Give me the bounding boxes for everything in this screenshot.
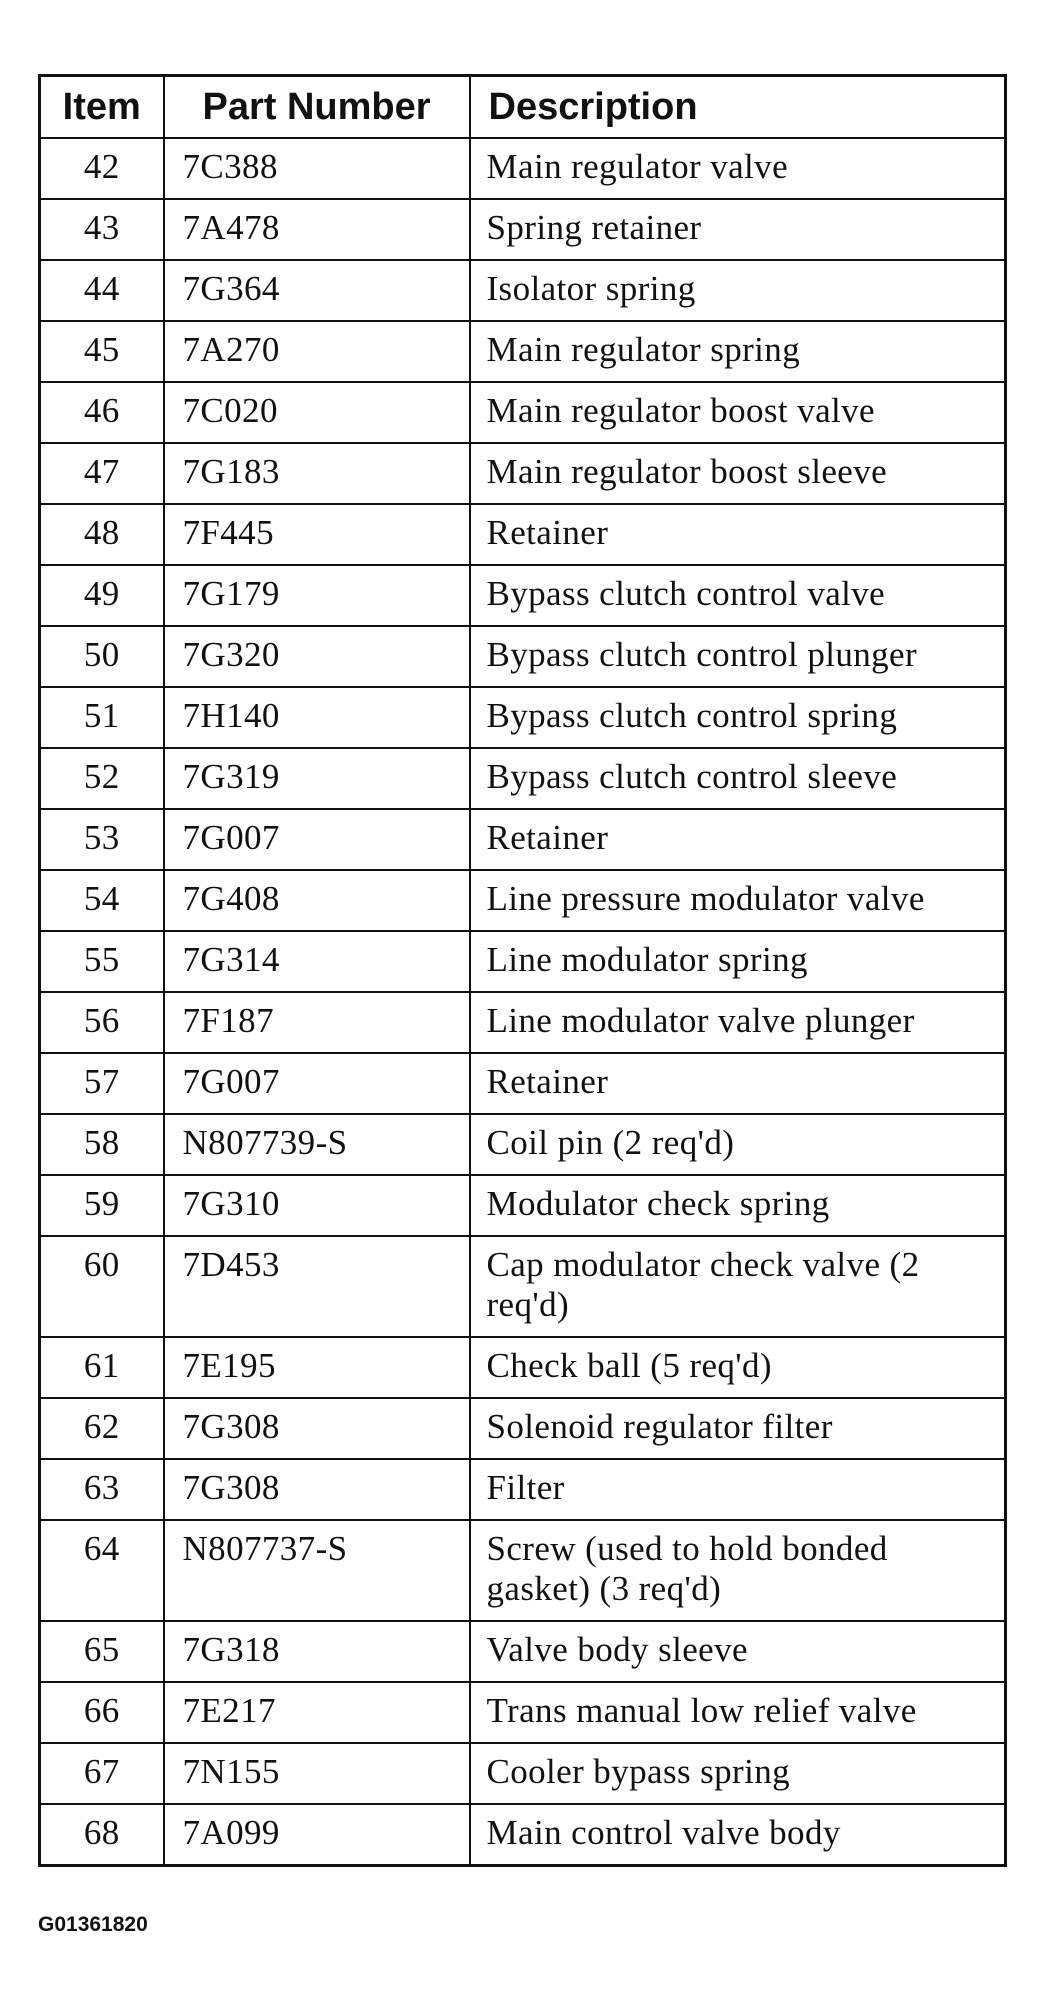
part-description: Filter: [470, 1459, 1006, 1520]
item-number: 44: [40, 260, 164, 321]
item-number: 66: [40, 1682, 164, 1743]
part-number: 7G310: [164, 1175, 470, 1236]
part-description: Retainer: [470, 809, 1006, 870]
parts-table: [38, 74, 1007, 1867]
item-number: 65: [40, 1621, 164, 1682]
table-row: [40, 1175, 1006, 1236]
table-row: [40, 1743, 1006, 1804]
item-number: 50: [40, 626, 164, 687]
item-number: 63: [40, 1459, 164, 1520]
table-row: [40, 260, 1006, 321]
item-number: 62: [40, 1398, 164, 1459]
part-description: Screw (used to hold bonded gasket) (3 req'd): [470, 1520, 1006, 1621]
part-description: Main regulator spring: [470, 321, 1006, 382]
item-number: 53: [40, 809, 164, 870]
part-number: 7G318: [164, 1621, 470, 1682]
part-description: Coil pin (2 req'd): [470, 1114, 1006, 1175]
table-row: [40, 138, 1006, 199]
item-number: 43: [40, 199, 164, 260]
part-description: Spring retainer: [470, 199, 1006, 260]
item-number: 67: [40, 1743, 164, 1804]
part-number: 7F445: [164, 504, 470, 565]
part-number: 7G320: [164, 626, 470, 687]
header-row: [40, 76, 1006, 139]
item-number: 48: [40, 504, 164, 565]
table-row: [40, 199, 1006, 260]
part-number: 7G308: [164, 1398, 470, 1459]
part-number: 7E217: [164, 1682, 470, 1743]
figure-id: G01361820: [38, 1913, 148, 1936]
item-number: 59: [40, 1175, 164, 1236]
table-row: [40, 443, 1006, 504]
item-number: 51: [40, 687, 164, 748]
item-number: 45: [40, 321, 164, 382]
table-row: [40, 1337, 1006, 1398]
item-number: 49: [40, 565, 164, 626]
item-number: 68: [40, 1804, 164, 1866]
item-number: 56: [40, 992, 164, 1053]
part-number: N807737-S: [164, 1520, 470, 1621]
table-row: [40, 1114, 1006, 1175]
part-number: 7H140: [164, 687, 470, 748]
table-row: [40, 1236, 1006, 1337]
part-number: 7G314: [164, 931, 470, 992]
part-description: Cooler bypass spring: [470, 1743, 1006, 1804]
part-description: Trans manual low relief valve: [470, 1682, 1006, 1743]
part-description: Main regulator valve: [470, 138, 1006, 199]
item-number: 60: [40, 1236, 164, 1337]
part-number: 7G364: [164, 260, 470, 321]
item-number: 54: [40, 870, 164, 931]
part-number: 7G183: [164, 443, 470, 504]
part-number: 7E195: [164, 1337, 470, 1398]
table-row: [40, 1053, 1006, 1114]
table-row: [40, 382, 1006, 443]
part-description: Main regulator boost valve: [470, 382, 1006, 443]
part-number: 7F187: [164, 992, 470, 1053]
table-row: [40, 504, 1006, 565]
part-number: 7A270: [164, 321, 470, 382]
part-number: 7G007: [164, 809, 470, 870]
part-description: Retainer: [470, 1053, 1006, 1114]
table-row: [40, 931, 1006, 992]
table-row: [40, 1398, 1006, 1459]
part-description: Retainer: [470, 504, 1006, 565]
table-row: [40, 626, 1006, 687]
part-number: 7G408: [164, 870, 470, 931]
table-body: [40, 138, 1006, 1866]
table-row: [40, 565, 1006, 626]
part-number: 7N155: [164, 1743, 470, 1804]
part-description: Main control valve body: [470, 1804, 1006, 1866]
table-row: [40, 870, 1006, 931]
item-number: 64: [40, 1520, 164, 1621]
part-number: 7C388: [164, 138, 470, 199]
part-number: 7G179: [164, 565, 470, 626]
part-number: 7A478: [164, 199, 470, 260]
part-number: 7C020: [164, 382, 470, 443]
part-number: N807739-S: [164, 1114, 470, 1175]
table-row: [40, 321, 1006, 382]
header-description: Description: [470, 76, 1006, 139]
item-number: 47: [40, 443, 164, 504]
table-row: [40, 1459, 1006, 1520]
part-description: Cap modulator check valve (2 req'd): [470, 1236, 1006, 1337]
part-description: Line modulator valve plunger: [470, 992, 1006, 1053]
table-row: [40, 687, 1006, 748]
part-number: 7G319: [164, 748, 470, 809]
item-number: 57: [40, 1053, 164, 1114]
part-description: Line pressure modulator valve: [470, 870, 1006, 931]
item-number: 46: [40, 382, 164, 443]
part-description: Main regulator boost sleeve: [470, 443, 1006, 504]
part-description: Solenoid regulator filter: [470, 1398, 1006, 1459]
table-row: [40, 1621, 1006, 1682]
part-number: 7D453: [164, 1236, 470, 1337]
part-description: Valve body sleeve: [470, 1621, 1006, 1682]
part-description: Bypass clutch control spring: [470, 687, 1006, 748]
table-row: [40, 1804, 1006, 1866]
table-row: [40, 1682, 1006, 1743]
table-row: [40, 809, 1006, 870]
item-number: 61: [40, 1337, 164, 1398]
table-row: [40, 992, 1006, 1053]
part-description: Bypass clutch control plunger: [470, 626, 1006, 687]
part-description: Line modulator spring: [470, 931, 1006, 992]
part-number: 7A099: [164, 1804, 470, 1866]
table-row: [40, 1520, 1006, 1621]
header-item: Item: [40, 76, 164, 139]
header-part-number: Part Number: [164, 76, 470, 139]
part-description: Isolator spring: [470, 260, 1006, 321]
item-number: 52: [40, 748, 164, 809]
part-description: Modulator check spring: [470, 1175, 1006, 1236]
part-description: Bypass clutch control valve: [470, 565, 1006, 626]
part-description: Bypass clutch control sleeve: [470, 748, 1006, 809]
table-row: [40, 748, 1006, 809]
part-number: 7G308: [164, 1459, 470, 1520]
part-description: Check ball (5 req'd): [470, 1337, 1006, 1398]
part-number: 7G007: [164, 1053, 470, 1114]
item-number: 42: [40, 138, 164, 199]
item-number: 58: [40, 1114, 164, 1175]
item-number: 55: [40, 931, 164, 992]
